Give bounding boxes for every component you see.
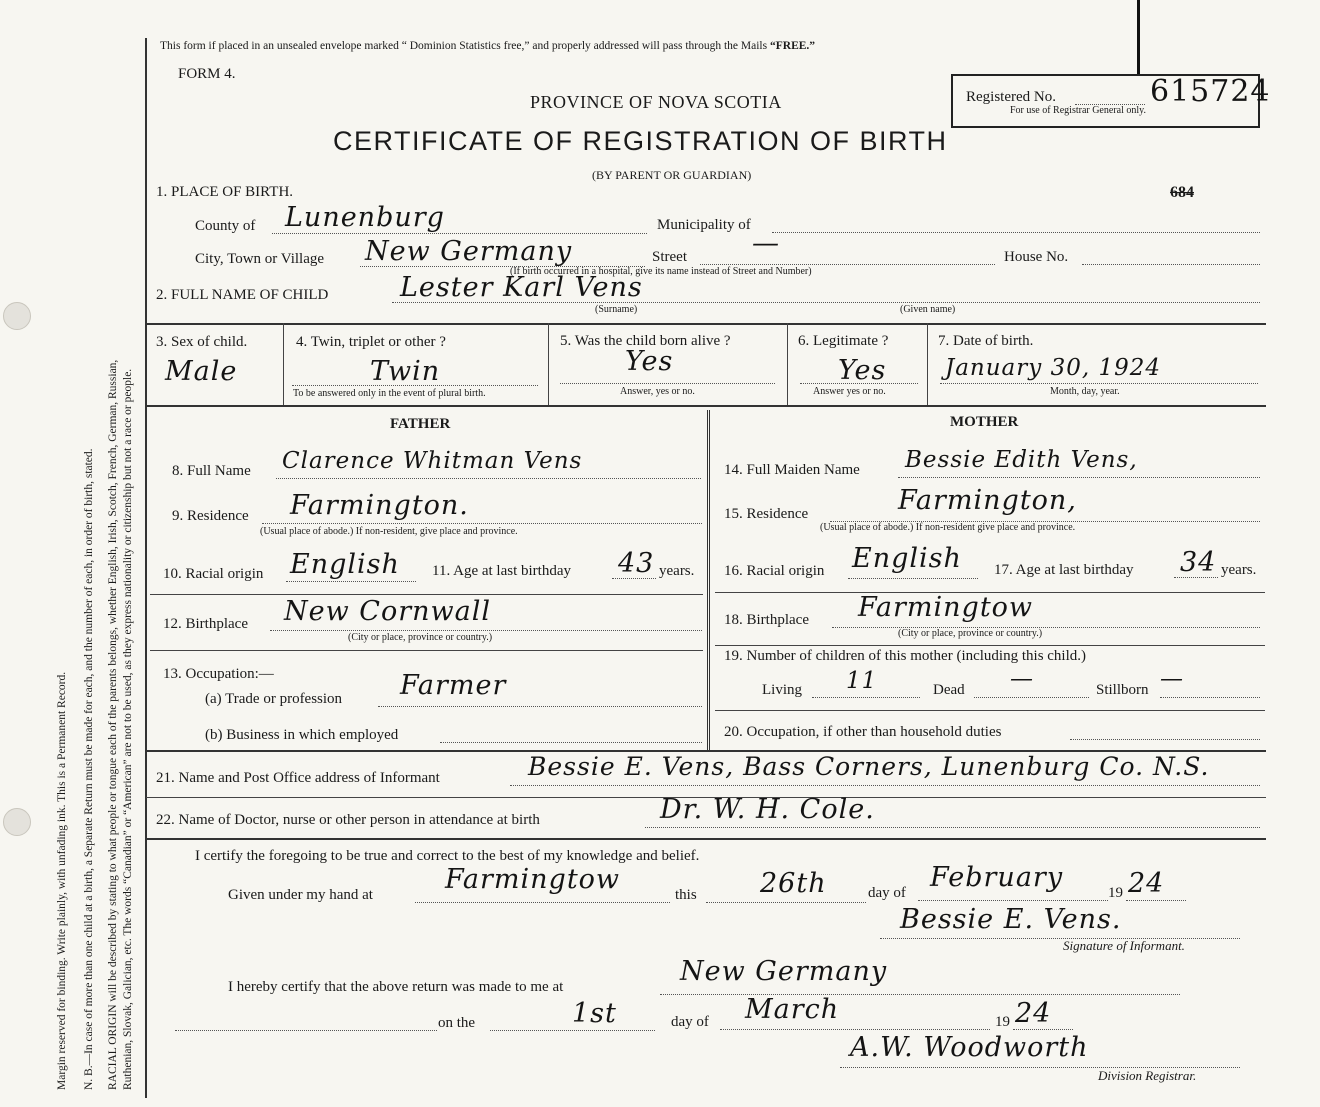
- father-residence-value: Farmington.: [290, 490, 469, 521]
- reg-month-line: [720, 1029, 990, 1030]
- given-place-value: Farmingtow: [445, 864, 621, 895]
- on-the-label: on the: [438, 1015, 476, 1031]
- county-line: [272, 233, 647, 234]
- surname-note: (Surname): [595, 304, 638, 315]
- registrar-statement: I hereby certify that the above return was made to me at: [228, 979, 564, 995]
- informant-label: 21. Name and Post Office address of Informant: [156, 770, 440, 786]
- municipality-label: Municipality of: [657, 217, 751, 233]
- mother-racial-line: [848, 578, 978, 579]
- mother-birthplace-note: (City or place, province or country.): [898, 628, 1043, 639]
- month-line: [918, 900, 1108, 901]
- place-of-birth-heading: 1. PLACE OF BIRTH.: [156, 184, 294, 200]
- father-birthplace-note: (City or place, province or country.): [348, 632, 493, 643]
- reg-year-prefix: 19: [995, 1014, 1010, 1030]
- father-trade-line: [378, 706, 702, 707]
- living-line: [812, 697, 920, 698]
- reg-day-of-label: day of: [671, 1014, 709, 1030]
- father-name-value: Clarence Whitman Vens: [282, 448, 583, 474]
- doctor-value: Dr. W. H. Cole.: [660, 794, 875, 825]
- county-value: Lunenburg: [285, 202, 445, 233]
- informant-bottom-border: [146, 838, 1266, 840]
- county-label: County of: [195, 218, 256, 234]
- registered-number: 615724: [1150, 74, 1271, 109]
- mother-heading: MOTHER: [950, 414, 1019, 430]
- year-prefix: 19: [1108, 885, 1123, 901]
- stillborn-label: Stillborn: [1096, 682, 1149, 698]
- doctor-label: 22. Name of Doctor, nurse or other person in attendance at birth: [156, 812, 540, 828]
- binding-hole-top: [3, 302, 31, 330]
- given-label: Given under my hand at: [228, 887, 373, 903]
- legitimate-value: Yes: [838, 355, 887, 386]
- twin-line: [292, 385, 538, 386]
- father-age-value: 43: [618, 548, 655, 579]
- father-racial-label: 10. Racial origin: [163, 566, 264, 582]
- hospital-note: (If birth occurred in a hospital, give its name instead of Street and Number): [510, 266, 812, 277]
- form-left-border: [145, 38, 147, 1098]
- mother-residence-label: 15. Residence: [724, 506, 809, 522]
- street-label: Street: [652, 249, 687, 265]
- father-age-unit: years.: [659, 563, 695, 579]
- father-birthplace-label: 12. Birthplace: [163, 616, 248, 632]
- father-name-label: 8. Full Name: [172, 463, 251, 479]
- mother-occupation-label: 20. Occupation, if other than household duties: [724, 724, 1002, 740]
- month-value: February: [930, 862, 1064, 893]
- mother-age-label: 17. Age at last birthday: [994, 562, 1134, 578]
- legitimate-label: 6. Legitimate ?: [798, 333, 889, 349]
- child-name-label: 2. FULL NAME OF CHILD: [156, 287, 329, 303]
- mother-racial-value: English: [852, 543, 962, 574]
- row-divider-4: [927, 323, 928, 405]
- father-birthplace-value: New Cornwall: [284, 596, 491, 627]
- row-divider-1: [283, 323, 284, 405]
- certify-statement: I certify the foregoing to be true and correct to the best of my knowledge and belief.: [195, 848, 700, 864]
- day-value: 26th: [760, 868, 827, 899]
- doctor-line: [645, 827, 1260, 828]
- mother-birthplace-value: Farmingtow: [858, 592, 1034, 623]
- father-trade-value: Farmer: [400, 670, 507, 701]
- given-name-note: (Given name): [900, 304, 956, 315]
- margin-note-racial-1: RACIAL ORIGIN will be described by stating to what people or tongue each of the parents belongs, whether English, Irish, Scotch, French, German, Russian,: [107, 359, 119, 1090]
- twin-note: To be answered only in the event of plural birth.: [293, 388, 486, 399]
- mother-children-label: 19. Number of children of this mother (including this child.): [724, 648, 1087, 664]
- father-racial-line: [286, 581, 416, 582]
- sex-value: Male: [165, 356, 238, 387]
- corner-mark: 684: [1170, 184, 1194, 201]
- father-residence-line: [262, 523, 702, 524]
- father-birthplace-line: [270, 630, 702, 631]
- child-name-value: Lester Karl Vens: [400, 272, 643, 303]
- registrar-lead-line: [175, 1030, 437, 1031]
- dead-value: —: [1010, 666, 1034, 692]
- mother-age-value: 34: [1180, 547, 1217, 578]
- margin-note-binding: Margin reserved for binding. Write plainly, with unfading ink. This is a Permanent Record.: [56, 671, 68, 1090]
- father-business-label: (b) Business in which employed: [205, 727, 399, 743]
- year-line: [1126, 900, 1186, 901]
- dead-line: [974, 697, 1089, 698]
- mother-name-value: Bessie Edith Vens,: [905, 447, 1138, 473]
- mother-birthplace-line: [832, 627, 1260, 628]
- living-label: Living: [762, 682, 802, 698]
- row-divider-2: [548, 323, 549, 405]
- stillborn-value: —: [1160, 666, 1184, 692]
- legitimate-note: Answer yes or no.: [813, 386, 886, 397]
- twin-value: Twin: [370, 356, 441, 387]
- father-residence-label: 9. Residence: [172, 508, 249, 524]
- row-top-border: [146, 323, 1266, 325]
- father-business-line: [440, 742, 702, 743]
- reg-month-value: March: [745, 994, 840, 1025]
- mother-row-divider-2: [715, 645, 1265, 646]
- city-value: New Germany: [365, 236, 573, 267]
- father-trade-label: (a) Trade or profession: [205, 691, 343, 707]
- division-registrar-label: Division Registrar.: [1098, 1068, 1197, 1083]
- mother-age-unit: years.: [1221, 562, 1257, 578]
- dob-line: [940, 383, 1258, 384]
- dob-note: Month, day, year.: [1050, 386, 1120, 397]
- father-name-line: [276, 478, 701, 479]
- stillborn-line: [1160, 697, 1260, 698]
- mother-residence-value: Farmington,: [898, 485, 1077, 516]
- alive-label: 5. Was the child born alive ?: [560, 333, 731, 349]
- informant-line: [510, 785, 1260, 786]
- form-number: FORM 4.: [178, 66, 236, 82]
- informant-value: Bessie E. Vens, Bass Corners, Lunenburg Co. N.S.: [528, 752, 1210, 781]
- informant-signature-line: [880, 938, 1240, 939]
- mail-notice: [160, 40, 815, 52]
- row-bottom-border: [146, 405, 1266, 407]
- father-heading: FATHER: [390, 416, 451, 432]
- registrar-place-line: [660, 994, 1180, 995]
- mother-racial-label: 16. Racial origin: [724, 563, 825, 579]
- reg-year-value: 24: [1015, 998, 1052, 1029]
- informant-signature: Bessie E. Vens.: [900, 904, 1122, 935]
- mail-notice-text: This form if placed in an unsealed envelope marked “ Dominion Statistics free,” and properly addressed will pass through the Mails: [160, 40, 768, 52]
- legitimate-line: [800, 383, 918, 384]
- binding-hole-bottom: [3, 808, 31, 836]
- this-label: this: [675, 887, 697, 903]
- registrar-place: New Germany: [680, 956, 888, 987]
- sex-label: 3. Sex of child.: [156, 334, 248, 350]
- dob-value: January 30, 1924: [945, 355, 1161, 381]
- house-line: [1082, 264, 1260, 265]
- father-row-divider-2: [150, 650, 703, 651]
- father-occupation-label: 13. Occupation:—: [163, 666, 274, 682]
- dob-label: 7. Date of birth.: [938, 333, 1034, 349]
- father-residence-note: (Usual place of abode.) If non-resident, give place and province.: [260, 526, 518, 537]
- parents-divider: [707, 410, 710, 750]
- mother-row-divider-3: [715, 710, 1265, 711]
- municipality-line: [772, 232, 1260, 233]
- given-place-line: [415, 902, 670, 903]
- twin-label: 4. Twin, triplet or other ?: [296, 334, 446, 350]
- day-line: [706, 902, 866, 903]
- mother-birthplace-label: 18. Birthplace: [724, 612, 809, 628]
- living-value: 11: [846, 668, 878, 694]
- dead-label: Dead: [933, 682, 965, 698]
- father-racial-value: English: [290, 549, 400, 580]
- province-heading: PROVINCE OF NOVA SCOTIA: [530, 92, 782, 112]
- mother-name-label: 14. Full Maiden Name: [724, 462, 860, 478]
- mother-residence-note: (Usual place of abode.) If non-resident give place and province.: [820, 522, 1076, 533]
- alive-value: Yes: [625, 346, 674, 377]
- reg-day-value: 1st: [572, 998, 617, 1029]
- registrar-general-note: For use of Registrar General only.: [1010, 105, 1146, 116]
- day-of-label: day of: [868, 885, 906, 901]
- house-label: House No.: [1004, 249, 1069, 265]
- street-line: [700, 264, 995, 265]
- reg-day-line: [490, 1030, 655, 1031]
- city-label: City, Town or Village: [195, 251, 325, 267]
- street-value: —: [752, 228, 780, 259]
- father-row-divider-1: [150, 594, 703, 595]
- father-age-label: 11. Age at last birthday: [432, 563, 571, 579]
- mother-occupation-line: [1070, 739, 1260, 740]
- mother-name-line: [898, 477, 1260, 478]
- alive-note: Answer, yes or no.: [620, 386, 695, 397]
- reg-year-line: [1013, 1029, 1073, 1030]
- signature-label: Signature of Informant.: [1063, 938, 1185, 953]
- margin-note-racial-2: Ruthenian, Slovak, Galician, etc. The words “Canadian” or “American” are not to be used, as they express nationality or citizenship but not a race or people.: [122, 368, 134, 1090]
- certificate-subtitle: (BY PARENT OR GUARDIAN): [592, 168, 752, 182]
- margin-note-nb: N. B.—In case of more than one child at a birth, a Separate Return must be made for each, and the number of each, in order of birth, stated.: [83, 448, 95, 1090]
- mail-notice-free: “FREE.”: [769, 40, 816, 52]
- certificate-title: CERTIFICATE OF REGISTRATION OF BIRTH: [333, 126, 948, 156]
- row-divider-3: [787, 323, 788, 405]
- year-value: 24: [1128, 868, 1165, 899]
- registrar-signature: A.W. Woodworth: [850, 1032, 1089, 1063]
- registered-label: Registered No.: [966, 89, 1056, 105]
- alive-line: [560, 383, 775, 384]
